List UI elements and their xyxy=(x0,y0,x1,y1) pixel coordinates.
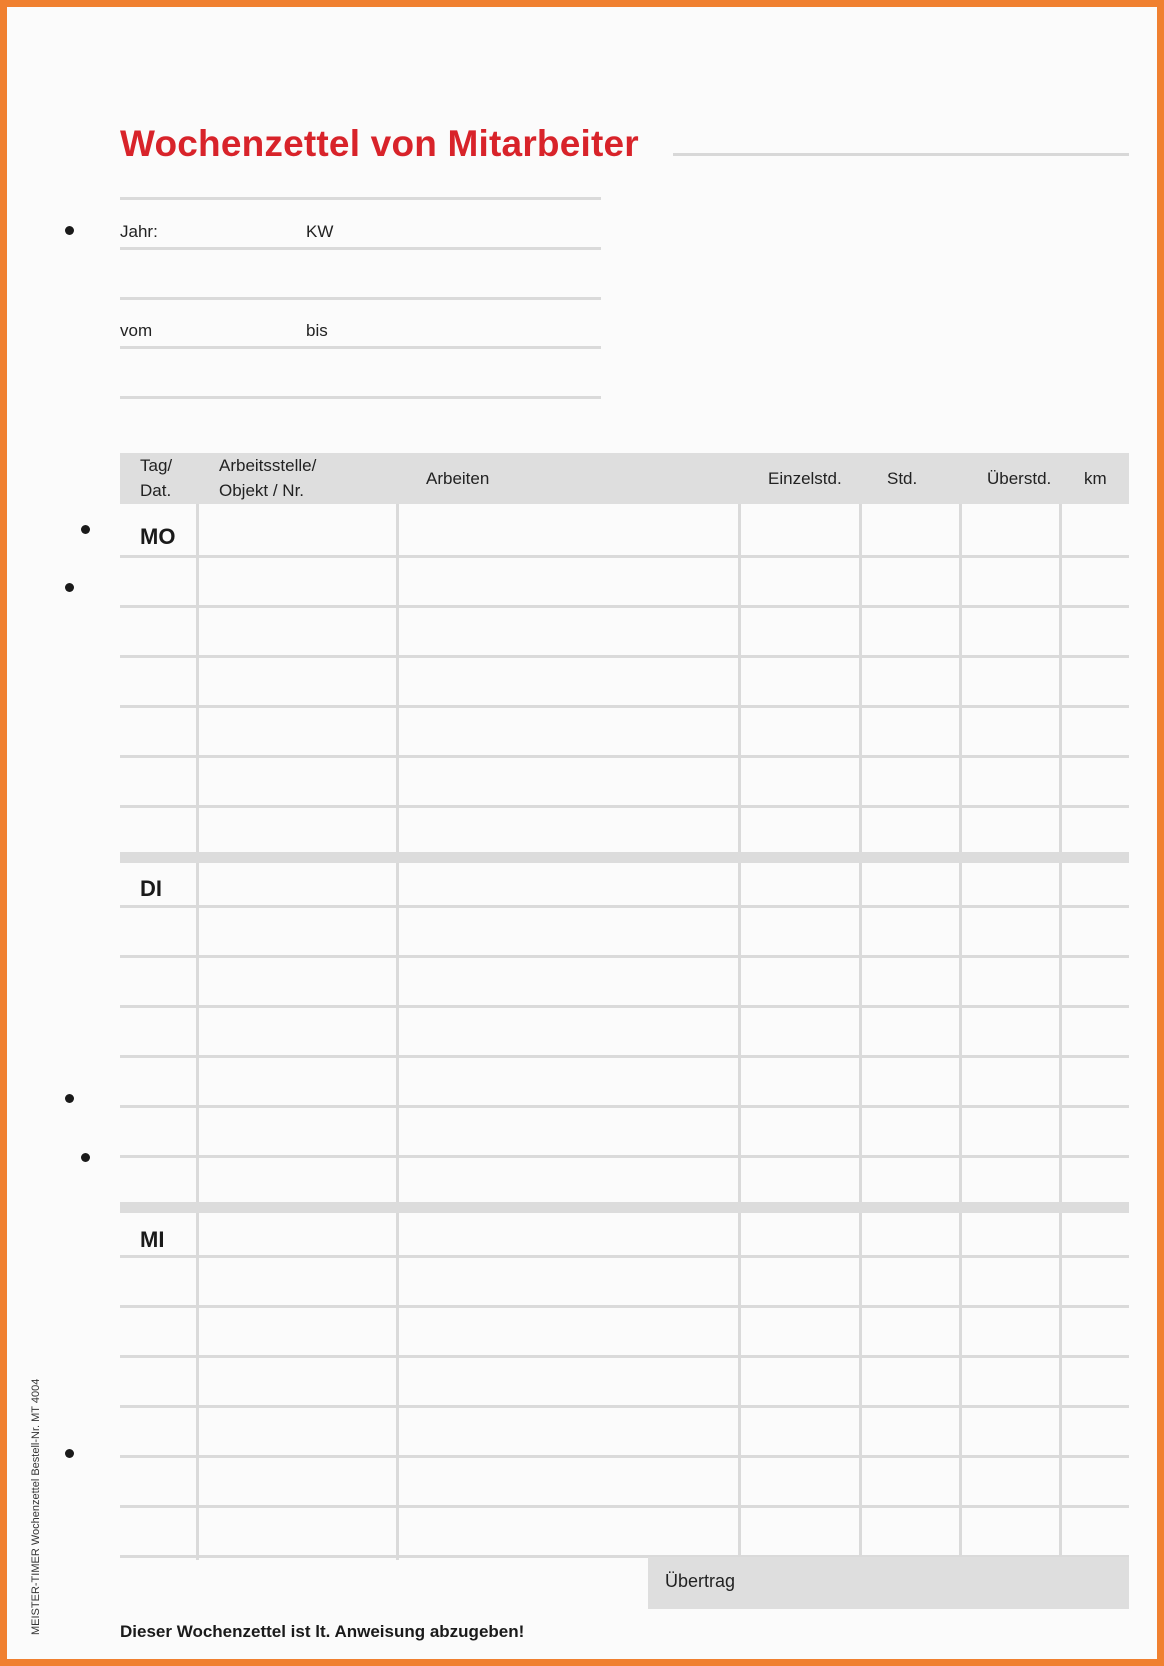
field-line-bottom xyxy=(120,396,601,399)
table-row-line xyxy=(120,1005,1129,1008)
col-header-tag: Tag/ Dat. xyxy=(140,456,173,500)
form-sheet xyxy=(7,7,1157,1659)
col-header-arbeitsstelle: Arbeitsstelle/ Objekt / Nr. xyxy=(219,456,317,500)
day-separator-band xyxy=(120,852,1129,863)
form-title: Wochenzettel von Mitarbeiter xyxy=(120,123,639,164)
col-header-ueberstd: Überstd. xyxy=(987,469,1052,488)
col-header-arbeiten: Arbeiten xyxy=(426,469,490,488)
year-week-line[interactable] xyxy=(120,247,601,250)
year-label: Jahr: xyxy=(120,222,158,241)
punch-hole-dot xyxy=(65,583,74,592)
day-separator-band xyxy=(120,1202,1129,1213)
table-row-line xyxy=(120,1405,1129,1408)
day-label-di: DI xyxy=(140,876,162,901)
punch-hole-dot xyxy=(65,226,74,235)
column-divider xyxy=(396,504,399,1560)
col-header-km: km xyxy=(1084,469,1107,488)
table-row-line xyxy=(120,1055,1129,1058)
column-divider xyxy=(959,504,962,1557)
day-label-mi: MI xyxy=(140,1227,165,1252)
field-line-middle xyxy=(120,297,601,300)
carryover-box[interactable] xyxy=(648,1557,1129,1609)
table-row-line xyxy=(120,755,1129,758)
footer-note: Dieser Wochenzettel ist lt. Anweisung abzugeben! xyxy=(120,1622,525,1641)
table-row-line xyxy=(120,705,1129,708)
week-label: KW xyxy=(306,222,334,241)
table-row-line xyxy=(120,1355,1129,1358)
table-row-line xyxy=(120,955,1129,958)
to-label: bis xyxy=(306,321,328,340)
from-label: vom xyxy=(120,321,153,340)
table-row-line xyxy=(120,655,1129,658)
field-line-top xyxy=(120,197,601,200)
punch-hole-dot xyxy=(81,525,90,534)
column-divider xyxy=(738,504,741,1557)
side-publisher-text: MEISTER-TIMER Wochenzettel Bestell-Nr. MT 4004 xyxy=(30,1378,42,1635)
punch-hole-dot xyxy=(65,1094,74,1103)
day-label-mo: MO xyxy=(140,524,176,549)
column-divider xyxy=(196,504,199,1560)
table-row-line xyxy=(120,905,1129,908)
table-row-line xyxy=(120,1105,1129,1108)
punch-hole-dot xyxy=(65,1449,74,1458)
table-row-line xyxy=(120,805,1129,808)
carryover-label: Übertrag xyxy=(665,1571,736,1591)
table-row-line xyxy=(120,605,1129,608)
table-row-line xyxy=(120,1505,1129,1508)
from-to-line[interactable] xyxy=(120,346,601,349)
table-row-line xyxy=(120,1455,1129,1458)
table-header xyxy=(120,453,1129,504)
table-row-line xyxy=(120,1255,1129,1258)
col-header-einzelstd: Einzelstd. xyxy=(768,469,842,488)
punch-hole-dot xyxy=(81,1153,90,1162)
table-row-line xyxy=(120,1305,1129,1308)
column-divider xyxy=(1059,504,1062,1557)
column-divider xyxy=(859,504,862,1557)
employee-name-line[interactable] xyxy=(673,153,1129,156)
col-header-std: Std. xyxy=(887,469,918,488)
table-row-line xyxy=(120,555,1129,558)
table-row-line xyxy=(120,1155,1129,1158)
